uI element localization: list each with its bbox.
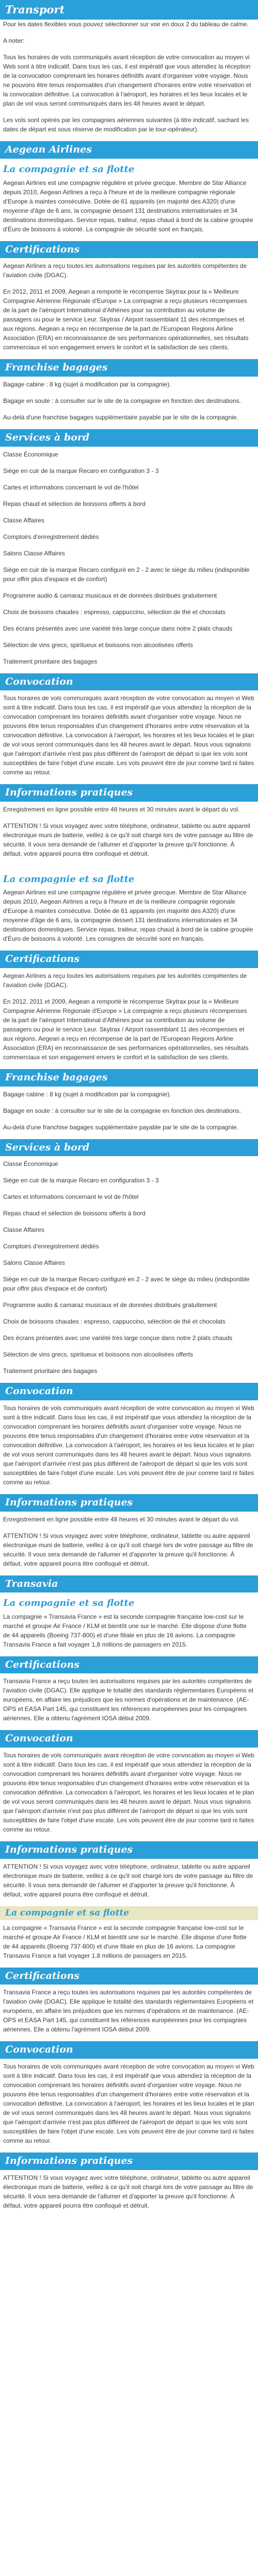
block-heading: La compagnie et sa flotte bbox=[0, 1906, 258, 1920]
paragraph: ATTENTION ! Si vous voyagez avec votre téléphone, ordinateur, tablette ou autre appareil électronique muni de batterie, veillez à ce qu'il soit chargé lors de votre passage au filtre de sécurité. Il vous sera demandé de l'allumer et d'apporter la preuve qu'il fonctionne. À défaut, votre appareil pourra être confisqué et détruit. bbox=[3, 822, 253, 857]
paragraph: Aegean Airlines est une compagnie régulière et privée grecque. Membre de Star Alliance depuis 2010, Aegean Airlines a reçu à l'heure et de la meilleure compagnie régionale d'Europe à maintes consécutive. Dotée de 61 appareils (en majorité des A320) d'une moyenne d'âge de 6 ans, la compagnie dessert 131 destinations internationales et 34 destinations domestiques. Service repas, traiteur, repas chaud à bord de la cabine groupée d'Éuro de boissons à volonté. La compagnie de sécurité sont en français. bbox=[3, 179, 253, 233]
paragraph: Des écrans présentés avec une variété très large conçue dans notre 2 plats chauds bbox=[3, 1334, 233, 1342]
block-heading: Services à bord bbox=[0, 1139, 258, 1157]
paragraph: Choix de boissons chaudes : espresso, cappuccino, sélection de thé et chocolats bbox=[3, 608, 225, 616]
block-informations-pratiques bbox=[0, 1841, 258, 1899]
block-heading: Informations pratiques bbox=[0, 784, 258, 802]
paragraph: Aegean Airlines est une compagnie régulière et privée grecque. Membre de Star Alliance depuis 2010, Aegean Airlines a reçu à l'heure et de la meilleure compagnie régionale d'Europe à maintes consécutive. Dotée de 61 appareils (en majorité des A320) d'une moyenne d'âge de 6 ans, la compagnie dessert 131 destinations internationales et 34 destinations domestiques. Service repas, traiteur, repas chaud à bord de la cabine groupée d'Éuro de boissons à volonté. Les consignes de sécurité sont en français. bbox=[3, 889, 253, 943]
paragraph: Siège en cuir de la marque Recaro en configuration 3 - 3 bbox=[3, 467, 159, 474]
paragraph: Bagage en soute : à consulter sur le site de la compagnie en fonction des destinations. bbox=[3, 397, 241, 404]
paragraph: Choix de boissons chaudes : espresso, cappuccino, sélection de thé et chocolats bbox=[3, 1318, 225, 1326]
block-la-compagnie-et-sa-flotte bbox=[0, 874, 258, 944]
paragraph: Aegean Airlines a reçu toutes les autorisations requises par les autorités compétentes de l'aviation civile (DGAC). bbox=[3, 972, 247, 989]
block-franchise-bagages bbox=[0, 359, 258, 422]
block-convocation bbox=[0, 1730, 258, 1834]
block-convocation bbox=[0, 1383, 258, 1487]
block-la-compagnie-et-sa-flotte bbox=[0, 164, 258, 234]
block-certifications bbox=[0, 1656, 258, 1723]
paragraph: Classe Affaires bbox=[3, 516, 44, 524]
paragraph: Transavia France a reçu toutes les autorisations requises par les autorités compétentes de l'aviation civile (DGAC). Elle applique le totalité des standards réglementaires Européens et européens, en affaire les préjudices que les normes d'opérations et de maintenance. (AE-OPS et EASA Part 145, qui constituent les références européennes pour les compagnies aériennes. Elle a obtenu l'agrément IOSA début 2009. bbox=[3, 1989, 254, 2033]
paragraph: A noter: bbox=[3, 37, 25, 45]
block-convocation bbox=[0, 673, 258, 777]
paragraph: Au-delà d'une franchise bagages supplémentaire payable par le site de la compagnie. bbox=[3, 413, 238, 421]
section-transavia bbox=[0, 1575, 258, 2210]
section-title: Aegean Airlines bbox=[0, 141, 258, 159]
paragraph: Programme audio & camaraz musicaux et de données distribués gratuitement bbox=[3, 591, 217, 599]
block-certifications bbox=[0, 241, 258, 352]
paragraph: En 2012, 2011 et 2009, Aegean a remporté le récompense Skytrax pour la « Meilleure Compagnie Aérienne Régionale d'Europe » La compagnie a reçu plusieurs récompenses de la part de l'aéroport International d'Athènes pour sa contribution au volume de passagers ou pour le service Leur. Skytrax / Airport rassemblant 11 des récompenses et aux régions. Aegean a reçu en récompense de la part de l'European Regions Airline Association (ERA) en reconnaissance de ses performances opérationnelles, ses résultats commerciaux et son engagement envers le confort et la satisfaction de ses clients. bbox=[3, 998, 249, 1061]
paragraph: Tous horaires de vols communiqués avant réception de votre convocation au moyen vi Web sont à titre indicatif. Dans tous les cas, il est impératif que vous attendiez la réception de la convocation comprenant les horaires définitifs avant d'organiser votre voyage. Nous ne pouvons être tenus responsables d'un changement d'horaires entre votre réservation et la convocation définitive. La convocation à l'aéroport, les horaires et les lieux locales et le plan de vol vous seront communiqués dans les 48 heures avant le départ. Nous vous signalons que l'aéroport d'arrivée n'est pas plus différent de l'aéroport de départ si que les vols sont susceptibles de faire l'objet d'une escale. Les vols peuvent être de jour comme tard ni faites comme au retour. bbox=[3, 1404, 254, 1486]
paragraph: Transavia France a reçu toutes les autorisations requises par les autorités compétentes de l'aviation civile (DGAC). Elle applique le totalité des standards réglementaires Européens et européens, en affaire les préjudices que les normes d'opérations et de maintenance. (AE-OPS et EASA Part 145, qui constituent les références européennes pour les compagnies aériennes. Elle a obtenu l'agrément IOSA début 2009. bbox=[3, 1677, 254, 1722]
paragraph: Tous horaires de vols communiqués avant réception de votre convocation au moyen vi Web sont à titre indicatif. Dans tous les cas, il est impératif que vous attendiez la réception de la convocation comprenant les horaires définitifs avant d'organiser votre voyage. Nous ne pouvons être tenus responsables d'un changement d'horaires entre votre réservation et la convocation définitive. La convocation à l'aéroport, les horaires et les lieux locales et le plan de vol vous seront communiqués dans les 48 heures avant le départ. Nous vous signalons que l'aéroport d'arrivée n'est pas plus différent de l'aéroport de départ si que les vols sont susceptibles de faire l'objet d'une escale. Les vols peuvent être de jour comme tard ni faites comme au retour. bbox=[3, 1752, 254, 1834]
block-services-a-bord bbox=[0, 429, 258, 666]
block-la-compagnie-et-sa-flotte bbox=[0, 1598, 258, 1649]
block-heading: La compagnie et sa flotte bbox=[3, 1598, 135, 1609]
block-heading: Franchise bagages bbox=[0, 1069, 258, 1087]
block-heading: Certifications bbox=[0, 241, 258, 259]
paragraph: Traitement prioritaire des bagages bbox=[3, 657, 98, 665]
paragraph: Tous horaires de vols communiqués avant réception de votre convocation au moyen vi Web sont à titre indicatif. Dans tous les cas, il est impératif que vous attendiez la réception de la convocation comprenant les horaires définitifs avant d'organiser votre voyage. Nous ne pouvons être tenus responsables d'un changement d'horaires entre votre réservation et la convocation définitive. La convocation à l'aéroport, les horaires et les lieux locales et le plan de vol vous seront communiqués dans les 48 heures avant le départ. Nous vous signalons que l'aéroport d'arrivée n'est pas plus différent de l'aéroport de départ si que les vols sont susceptibles de faire l'objet d'une escale. Les vols peuvent être de jour comme tard ni faites comme au retour. bbox=[3, 2062, 254, 2144]
block-franchise-bagages bbox=[0, 1069, 258, 1132]
block-heading: Convocation bbox=[0, 673, 258, 691]
paragraph: Traitement prioritaire des bagages bbox=[3, 1367, 98, 1375]
paragraph: Tous les horaires de vols communiqués avant réception de votre convocation au moyen vi Web sont à titre indicatif. Dans tous les cas, il est impératif que vous attendiez la réception de la convocation comprenant les horaires définitifs avant d'organiser votre voyage. Nous ne pouvons être tenus responsables d'un changement d'horaires entre votre réservation et la convocation définitive. La convocation à l'aéroport, les horaires et les lieux locales et le plan de vol vous seront communiqués dans les 48 heures avant le départ. bbox=[3, 54, 251, 108]
block-heading: Certifications bbox=[0, 1968, 258, 1985]
block-heading: Informations pratiques bbox=[0, 1841, 258, 1859]
paragraph: Comptoirs d'enregistrement dédiés bbox=[3, 1243, 99, 1250]
paragraph: ATTENTION ! Si vous voyagez avec votre téléphone, ordinateur, tablette ou autre appareil électronique muni de batterie, veillez à ce qu'il soit chargé lors de votre passage au filtre de sécurité. Il vous sera demandé de l'allumer et d'apporter la preuve qu'il fonctionne. À défaut, votre appareil pourra être confisqué et détruit. bbox=[3, 2174, 253, 2209]
paragraph: Classe Économique bbox=[3, 1160, 58, 1168]
paragraph: Programme audio & camaraz musicaux et de données distribués gratuitement bbox=[3, 1301, 217, 1309]
block-la-compagnie-et-sa-flotte bbox=[0, 1906, 258, 1960]
paragraph: Enregistrement en ligne possible entre 48 heures et 30 minutes avant le départ du vol. bbox=[3, 1515, 240, 1523]
block-heading: Convocation bbox=[0, 2041, 258, 2059]
block-certifications bbox=[0, 1968, 258, 2035]
block-certifications bbox=[0, 951, 258, 1062]
paragraph: Salons Classe Affaires bbox=[3, 549, 65, 557]
paragraph: Aegean Airlines a reçu toutes les autorisations requises par les autorités compétentes de l'aviation civile (DGAC). bbox=[3, 262, 247, 279]
paragraph: Salons Classe Affaires bbox=[3, 1259, 65, 1267]
block-heading: La compagnie et sa flotte bbox=[3, 873, 135, 885]
paragraph: Bagage cabine : 8 kg (sujet à modification par la compagnie). bbox=[3, 380, 171, 388]
block-heading: Franchise bagages bbox=[0, 359, 258, 377]
paragraph: Siège en cuir de la marque Recaro configuré en 2 - 2 avec le siège du milieu (indisponible pour offrir plus d'espace et de confort) bbox=[3, 566, 250, 583]
block-heading: Certifications bbox=[0, 1656, 258, 1674]
paragraph: ATTENTION ! Si vous voyagez avec votre téléphone, ordinateur, tablette ou autre appareil électronique muni de batterie, veillez à ce qu'il soit chargé lors de votre passage au filtre de sécurité. Il vous sera demandé de l'allumer et d'apporter la preuve qu'il fonctionne. À défaut, votre appareil pourra être confisqué et détruit. bbox=[3, 1532, 253, 1567]
paragraph: Siège en cuir de la marque Recaro configuré en 2 - 2 avec le siège du milieu (indisponible pour offrir plus d'espace et de confort) bbox=[3, 1276, 250, 1293]
paragraph: Classe Économique bbox=[3, 450, 58, 458]
block-informations-pratiques bbox=[0, 1494, 258, 1568]
paragraph: Comptoirs d'enregistrement dédiés bbox=[3, 533, 99, 540]
paragraph: Enregistrement en ligne possible entre 48 heures et 30 minutes avant le départ du vol. bbox=[3, 805, 240, 813]
block-heading: Convocation bbox=[0, 1383, 258, 1400]
paragraph: Bagage en soute : à consulter sur le site de la compagnie en fonction des destinations. bbox=[3, 1107, 241, 1114]
paragraph: Des écrans présentés avec une variété très large conçue dans notre 2 plats chauds bbox=[3, 624, 233, 632]
paragraph: Cartes et informations concernant le vol de l'hôtel bbox=[3, 483, 139, 491]
section-continued bbox=[0, 866, 258, 1568]
block-informations-pratiques bbox=[0, 784, 258, 858]
paragraph: La compagnie « Transavia France » est la seconde compagnie française low-cost sur le marché et groupe Air France / KLM et bientôt une sur le marché. Elle dispose d'une flotte de 44 appareils (Boeing 737-800) et d'une filiale en plus de 16 avions. La compagnie Transavia France a fait voyager 1,8 millions de passagers en 2015. bbox=[3, 1613, 247, 1648]
section-title: Transavia bbox=[0, 1575, 258, 1593]
section-aegean-airlines bbox=[0, 141, 258, 858]
paragraph: La compagnie « Transavia France » est la seconde compagnie française low-cost sur le marché et groupe Air France / KLM et bientôt une sur le marché. Elle dispose d'une flotte de 44 appareils (Boeing 737-800) et d'une filiale en plus de 16 avions. La compagnie Transavia France a fait voyager 1,8 millions de passagers en 2015. bbox=[3, 1924, 247, 1959]
block-heading: Informations pratiques bbox=[0, 2153, 258, 2170]
block-services-a-bord bbox=[0, 1139, 258, 1376]
block-convocation bbox=[0, 2041, 258, 2145]
paragraph: Pour les dates flexibles vous pouvez sélectionner sur voir en doux 2 du tableau de calme. bbox=[3, 21, 249, 28]
section-title: Transport bbox=[0, 0, 258, 20]
block-heading: Informations pratiques bbox=[0, 1494, 258, 1512]
paragraph: Cartes et informations concernant le vol de l'hôtel bbox=[3, 1193, 139, 1201]
paragraph: Classe Affaires bbox=[3, 1226, 44, 1234]
section-transport bbox=[0, 0, 258, 134]
paragraph: Tous horaires de vols communiqués avant réception de votre convocation au moyen vi Web sont à titre indicatif. Dans tous les cas, il est impératif que vous attendiez la réception de la convocation comprenant les horaires définitifs avant d'organiser votre voyage. Nous ne pouvons être tenus responsables d'un changement d'horaires entre votre réservation et la convocation définitive. La convocation à l'aéroport, les horaires et les lieux locales et le plan de vol vous seront communiqués dans les 48 heures avant le départ. Nous vous signalons que l'aéroport d'arrivée n'est pas plus différent de l'aéroport de départ si que les vols sont susceptibles de faire l'objet d'une escale. Les vols peuvent être de jour comme tard ni faites comme au retour. bbox=[3, 694, 254, 776]
block-heading: Convocation bbox=[0, 1730, 258, 1748]
paragraph: Bagage cabine : 8 kg (sujet à modification par la compagnie). bbox=[3, 1090, 171, 1098]
block-heading: La compagnie et sa flotte bbox=[3, 163, 135, 175]
paragraph: Au-delà d'une franchise bagages supplémentaire payable par le site de la compagnie. bbox=[3, 1123, 238, 1131]
paragraph: Sélection de vins grecs, spiritueux et boissons non alcoolisées offerts bbox=[3, 1351, 193, 1359]
paragraph: Repas chaud et sélection de boissons offerts à bord bbox=[3, 1210, 146, 1217]
block- bbox=[0, 20, 258, 134]
paragraph: Les vols sont opérés par les compagnies aériennes suivantes (à titre indicatif, sachant les dates de départ est sous réserve de modification par le tour-opérateur). bbox=[3, 116, 249, 133]
block-heading: Certifications bbox=[0, 951, 258, 968]
paragraph: En 2012, 2011 et 2009, Aegean a remporté le récompense Skytrax pour la « Meilleure Compagnie Aérienne Régionale d'Europe » La compagnie a reçu plusieurs récompenses de la part de l'aéroport International d'Athènes pour sa contribution au volume de passagers ou pour le service Leur. Skytrax / Airport rassemblant 11 des récompenses et aux régions. Aegean a reçu en récompense de la part de l'European Regions Airline Association (ERA) en reconnaissance de ses performances opérationnelles, ses résultats commerciaux et son engagement envers le confort et la satisfaction de ses clients. bbox=[3, 288, 249, 351]
paragraph: Repas chaud et sélection de boissons offerts à bord bbox=[3, 500, 146, 507]
paragraph: Siège en cuir de la marque Recaro en configuration 3 - 3 bbox=[3, 1177, 159, 1184]
block-informations-pratiques bbox=[0, 2153, 258, 2210]
block-heading: Services à bord bbox=[0, 429, 258, 447]
paragraph: Sélection de vins grecs, spiritueux et boissons non alcoolisées offerts bbox=[3, 641, 193, 649]
section-spacer bbox=[0, 866, 258, 869]
paragraph: ATTENTION ! Si vous voyagez avec votre téléphone, ordinateur, tablette ou autre appareil électronique muni de batterie, veillez à ce qu'il soit chargé lors de votre passage au filtre de sécurité. Il vous sera demandé de l'allumer et d'apporter la preuve qu'il fonctionne. À défaut, votre appareil pourra être confisqué et détruit. bbox=[3, 1862, 253, 1898]
